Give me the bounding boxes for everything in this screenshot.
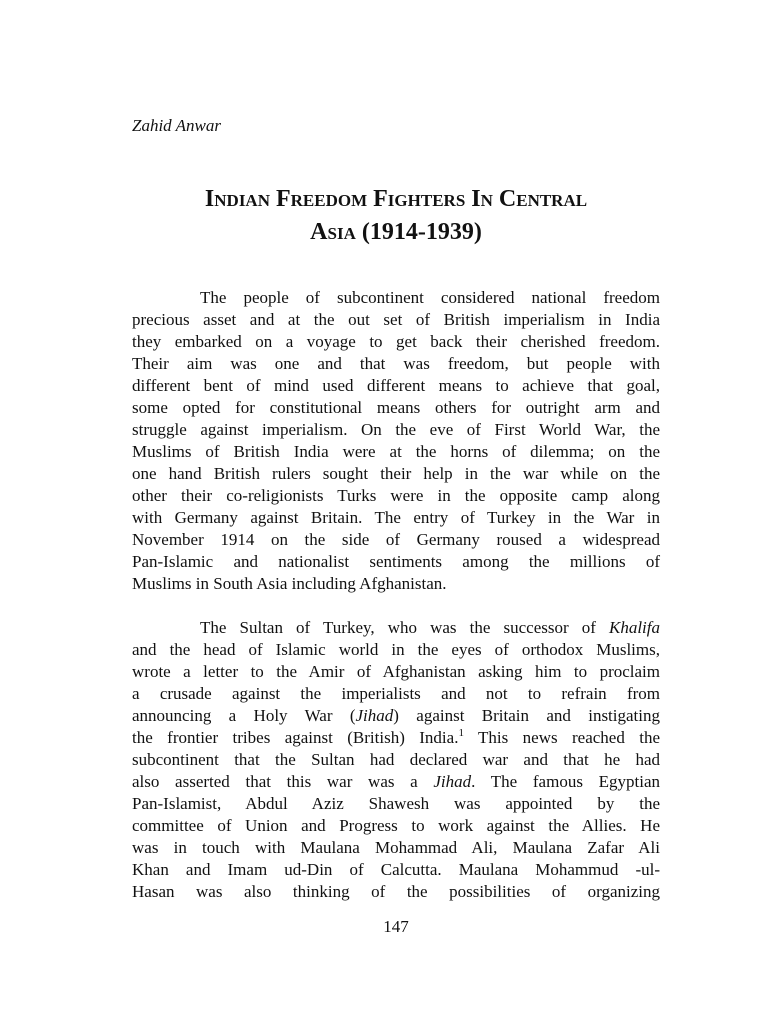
text-line	[132, 727, 660, 749]
text-line: Khan and Imam ud-Din of Calcutta. Maulana Mohammud -ul-	[132, 860, 660, 879]
text-line: different bent of mind used different means to achieve that goal,	[132, 376, 660, 395]
text-line: struggle against imperialism. On the eve of First World War, the	[132, 420, 660, 439]
text-line: subcontinent that the Sultan had declared war and that he had	[132, 750, 660, 769]
text-run: announcing a Holy War (	[132, 706, 356, 725]
footnote-marker: 1	[458, 727, 464, 739]
text-line: one hand British rulers sought their help in the war while on the	[132, 464, 660, 483]
text-line: they embarked on a voyage to get back their cherished freedom.	[132, 332, 660, 351]
text-line: Muslims of British India were at the horns of dilemma; on the	[132, 442, 660, 461]
text-line: other their co-religionists Turks were in the opposite camp along	[132, 486, 660, 505]
page-number: 147	[383, 917, 409, 936]
text-line	[132, 705, 660, 727]
italic-term: Jihad	[433, 772, 472, 791]
text-line	[132, 617, 660, 639]
italic-term: Khalifa	[608, 618, 660, 637]
text-run: ) against Britain and instigating	[393, 706, 660, 725]
text-line: precious asset and at the out set of British imperialism in India	[132, 310, 660, 329]
text-run: also asserted that this war was a	[132, 772, 434, 791]
text-line	[132, 771, 660, 793]
text-line: Pan-Islamist, Abdul Aziz Shawesh was appointed by the	[132, 794, 660, 813]
text-line: some opted for constitutional means others for outright arm and	[132, 398, 660, 417]
author-name: Zahid Anwar	[132, 116, 221, 135]
text-run: the frontier tribes against (British) India.	[132, 728, 459, 747]
text-run: This news reached the	[463, 728, 661, 747]
text-run: . The famous Egyptian	[471, 772, 660, 791]
paragraph-2	[132, 617, 660, 903]
text-run: The Sultan of Turkey, who was the successor of	[200, 618, 609, 637]
text-line: Their aim was one and that was freedom, but people with	[132, 354, 660, 373]
text-line: wrote a letter to the Amir of Afghanistan asking him to proclaim	[132, 662, 660, 681]
text-line: was in touch with Maulana Mohammad Ali, Maulana Zafar Ali	[132, 838, 660, 857]
text-line: Hasan was also thinking of the possibilities of organizing	[132, 882, 660, 901]
text-line: a crusade against the imperialists and not to refrain from	[132, 684, 660, 703]
article-body	[132, 287, 660, 903]
title-line-2: Asia (1914-1939)	[310, 219, 482, 245]
paragraph-1	[132, 287, 660, 595]
text-line: November 1914 on the side of Germany roused a widespread	[132, 530, 660, 549]
text-line: with Germany against Britain. The entry of Turkey in the War in	[132, 508, 660, 527]
text-line: and the head of Islamic world in the eyes of orthodox Muslims,	[132, 640, 660, 659]
text-line: Pan-Islamic and nationalist sentiments among the millions of	[132, 552, 660, 571]
italic-term: Jihad	[355, 706, 394, 725]
text-line: Muslims in South Asia including Afghanistan.	[132, 574, 447, 593]
text-line: The people of subcontinent considered national freedom	[200, 288, 660, 307]
article-title	[132, 183, 660, 249]
title-line-1: Indian Freedom Fighters In Central	[204, 186, 588, 212]
text-line: committee of Union and Progress to work against the Allies. He	[132, 816, 660, 835]
